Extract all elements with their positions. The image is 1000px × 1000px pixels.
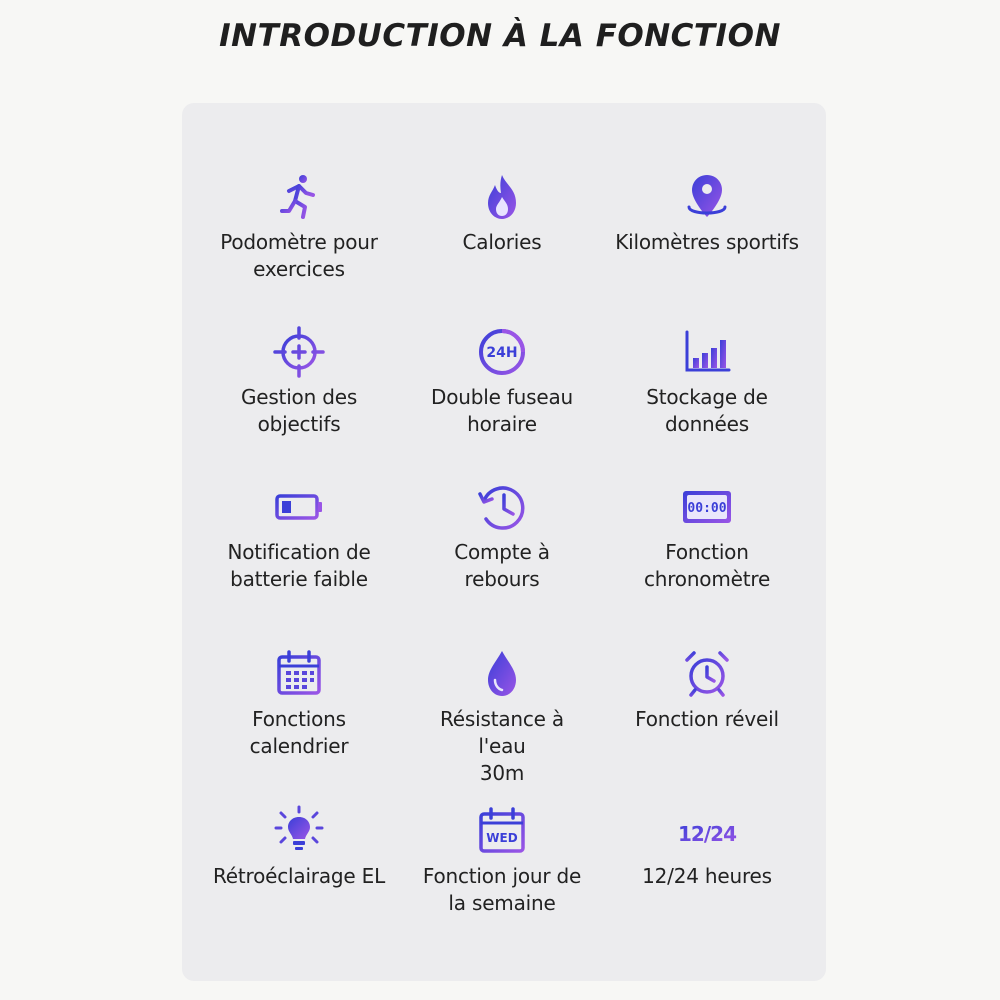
feature-item-weekday (416, 805, 588, 960)
feature-label: Résistance à l'eau 30m (440, 707, 564, 785)
feature-item-pedometer (182, 171, 416, 326)
alarm-clock-icon (681, 648, 733, 700)
feature-item-stopwatch (588, 481, 826, 648)
low-battery-icon (273, 481, 325, 533)
feature-label: Gestion des objectifs (240, 385, 358, 436)
feature-label: Fonction jour de la semaine (422, 864, 582, 915)
bar-chart-icon (681, 326, 733, 378)
feature-item-sport-km (588, 171, 826, 326)
feature-label: Notification de batterie faible (227, 540, 371, 591)
feature-label: Fonction chronomètre (643, 540, 771, 591)
feature-label: Fonction réveil (635, 707, 779, 731)
feature-label: Podomètre pour exercices (220, 230, 378, 281)
feature-item-backlight (182, 805, 416, 960)
calendar-icon (273, 648, 325, 700)
water-drop-icon (476, 648, 528, 700)
feature-item-low-battery (182, 481, 416, 648)
feature-label: Fonctions calendrier (249, 707, 349, 758)
feature-label: Kilomètres sportifs (615, 230, 799, 254)
weekday-calendar-icon (476, 805, 528, 857)
page-title: INTRODUCTION À LA FONCTION (219, 18, 781, 54)
feature-grid (182, 171, 826, 960)
svg-text:24H: 24H (486, 345, 518, 361)
feature-label: 12/24 heures (642, 864, 772, 888)
feature-label: Rétroéclairage EL (212, 864, 386, 888)
feature-label: Double fuseau horaire (431, 385, 573, 436)
location-pin-icon (681, 171, 733, 223)
feature-item-dual-time (416, 326, 588, 481)
svg-text:00:00: 00:00 (687, 501, 727, 516)
feature-item-water-resistance (416, 648, 588, 805)
running-person-icon (273, 171, 325, 223)
feature-item-12-24-hours (588, 805, 826, 960)
feature-item-calories (416, 171, 588, 326)
feature-item-countdown (416, 481, 588, 648)
digital-timer-icon (681, 481, 733, 533)
svg-text:WED: WED (486, 831, 518, 845)
feature-item-calendar (182, 648, 416, 805)
feature-label: Compte à rebours (454, 540, 550, 591)
feature-item-data-storage (588, 326, 826, 481)
light-bulb-icon (273, 805, 325, 857)
feature-item-alarm (588, 648, 826, 805)
12-24-format-icon (678, 805, 736, 857)
target-crosshair-icon (273, 326, 325, 378)
countdown-clock-icon (476, 481, 528, 533)
feature-label: Stockage de données (646, 385, 768, 436)
feature-panel (182, 103, 826, 981)
flame-icon (476, 171, 528, 223)
svg-text:12/24: 12/24 (678, 822, 736, 846)
feature-item-goals (182, 326, 416, 481)
24h-clock-icon (476, 326, 528, 378)
feature-label: Calories (462, 230, 542, 254)
